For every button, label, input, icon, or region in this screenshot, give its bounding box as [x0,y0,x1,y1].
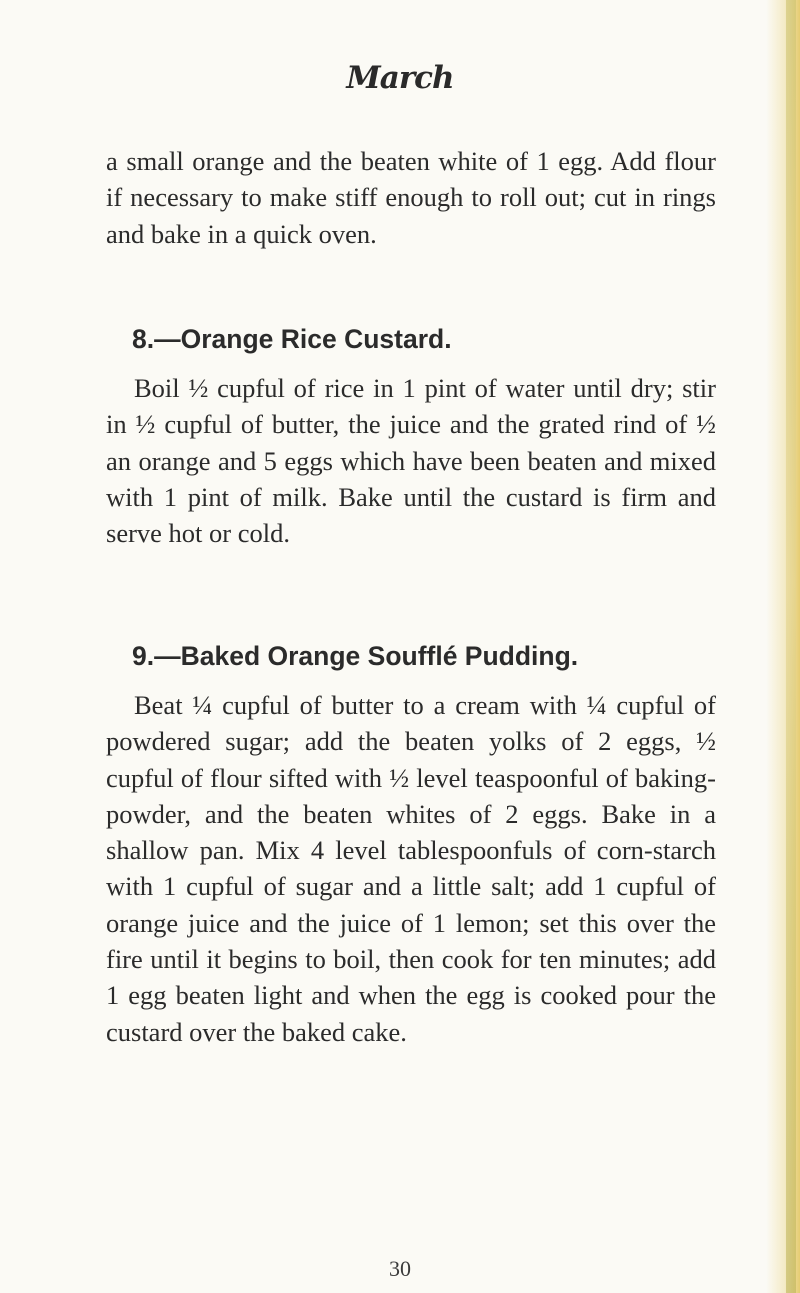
recipe-dash: — [154,324,181,354]
recipe-9-body [106,687,716,1050]
recipe-8-heading [132,324,752,355]
page-number: 30 [389,1256,411,1281]
intro-text: a small orange and the beaten white of 1 egg. Add flour if necessary to make stiff enough to roll out; cut in rings and bake in a quick oven. [106,146,716,249]
recipe-9-text: Beat ¼ cupful of butter to a cream with ¼ cupful of powdered sugar; add the beaten yolks of 2 eggs, ½ cupful of flour sifted with ½ level teaspoonful of baking-powder, and the beaten whites of 2 eggs. Bake in a shallow pan. Mix 4 level tablespoonfuls of corn-starch with 1 cupful of sugar and a little salt; add 1 cupful of orange juice and the juice of 1 lemon; set this over the fire until it begins to boil, then cook for ten minutes; add 1 egg beaten light and when the egg is cooked pour the custard over the baked cake. [106,690,716,1047]
page-edge-discoloration [786,0,796,1293]
recipe-8-number: 8. [132,324,155,354]
recipe-9-number: 9. [132,641,155,671]
intro-paragraph [106,143,716,252]
recipe-8-text: Boil ½ cupful of rice in 1 pint of water until dry; stir in ½ cupful of butter, the juice and the grated rind of ½ an orange and 5 eggs which have been beaten and mixed with 1 pint of milk. Bake until the custard is firm and serve hot or cold. [106,373,716,549]
running-head: March [346,60,454,96]
recipe-9-heading [132,641,752,672]
recipe-8-title: Orange Rice Custard. [180,324,452,354]
recipe-9-title: Baked Orange Soufflé Pudding. [180,641,579,671]
recipe-8-body [106,370,716,551]
recipe-dash: — [154,641,181,671]
